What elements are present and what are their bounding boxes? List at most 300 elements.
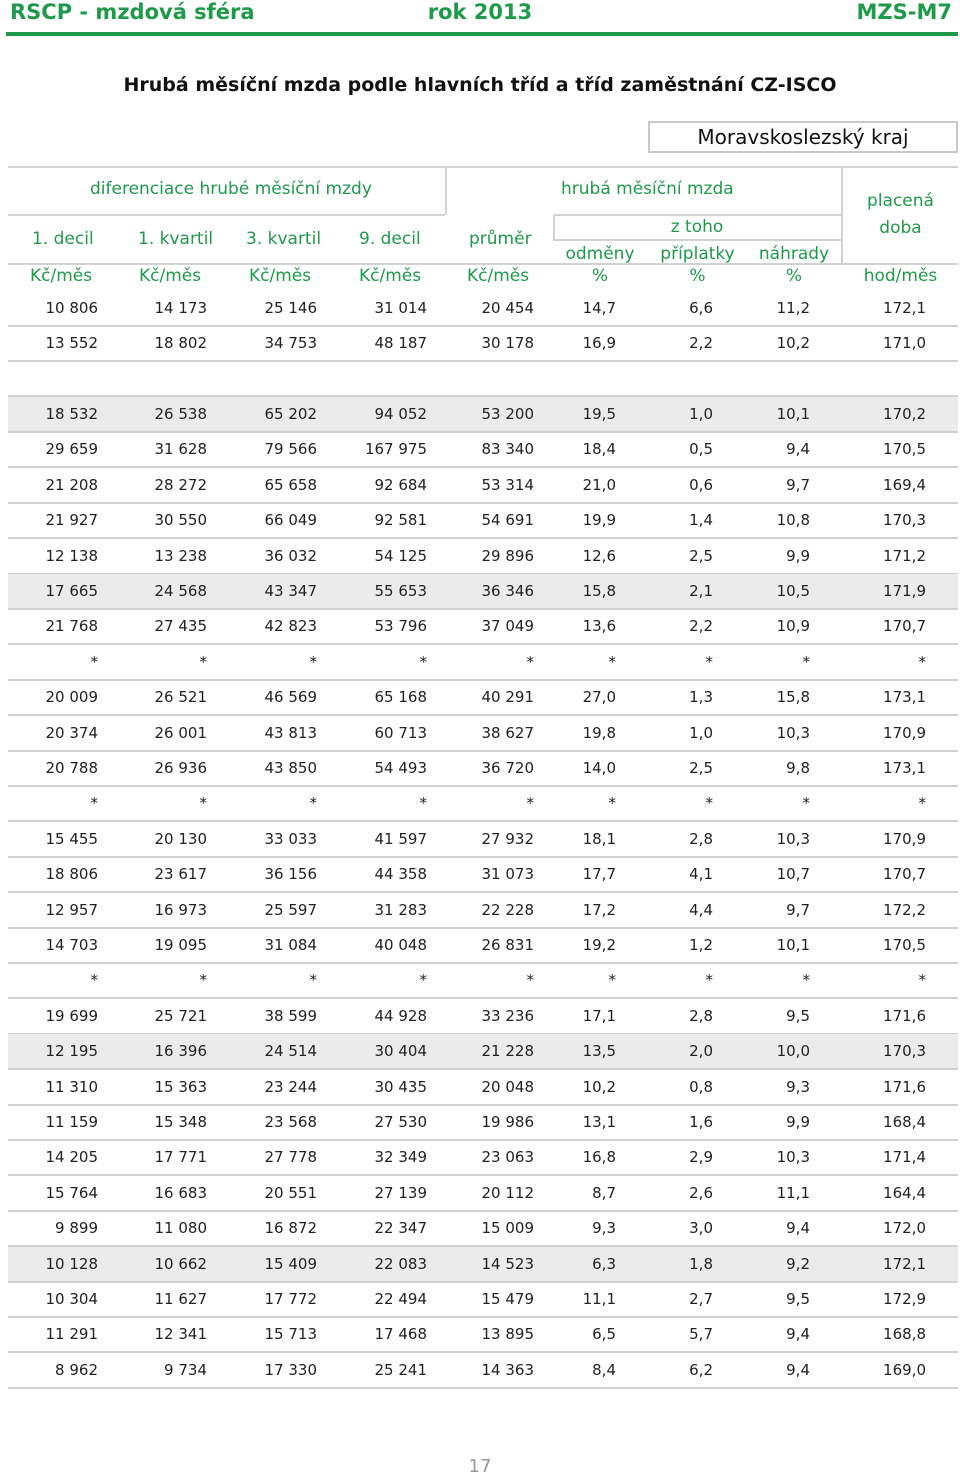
header-divider [6,32,958,36]
table-cell: 54 691 [481,511,534,530]
table-cell: 38 627 [481,723,534,742]
table-cell: 16 683 [154,1183,207,1202]
table-cell: * [705,652,713,671]
table-cell: 10,1 [776,405,810,423]
table-row [8,1211,958,1245]
table-cell: 17 330 [264,1360,317,1379]
unit-odmeny: % [591,266,609,286]
table-cell: 43 850 [264,759,317,777]
table-cell: 32 349 [374,1148,427,1167]
table-cell: 27 139 [374,1183,427,1202]
table-row [8,857,958,891]
table-cell: * [419,794,427,813]
table-cell: 10,3 [776,829,810,848]
table-cell: 16 396 [154,1042,207,1061]
unit-prumer: Kč/měs [467,266,530,286]
table-cell: 10 304 [45,1290,98,1308]
table-cell: 54 493 [374,759,427,777]
table-cell: 2,5 [689,546,713,565]
table-cell: 43 347 [264,582,317,600]
table-cell: 60 713 [374,723,427,742]
table-cell: 18 532 [45,405,98,423]
table-cell: 53 796 [374,617,427,636]
table-cell: 170,7 [883,617,926,636]
table-cell: 8,4 [592,1360,616,1379]
table-cell: 65 168 [374,688,427,707]
table-cell: 20 048 [481,1077,534,1096]
table-cell: 22 228 [481,900,534,919]
table-cell: * [608,794,616,813]
table-cell: 1,6 [689,1113,713,1131]
table-row [8,1282,958,1316]
table-cell: 27 932 [481,829,534,848]
table-cell: 0,8 [689,1077,713,1096]
header-right: MZS-M7 [856,0,952,24]
table-cell: 12 138 [45,546,98,565]
table-cell: 16 872 [264,1219,317,1238]
table-row [8,1140,958,1174]
table-cell: * [526,971,534,990]
table-cell: 19,9 [582,511,616,530]
table-cell: 25 241 [374,1360,427,1379]
col-decil1-label: 1. decil [32,229,94,249]
table-cell: 9,3 [592,1219,616,1238]
table-cell: 9,4 [786,1325,810,1344]
table-cell: 19,2 [582,936,616,954]
table-cell: 5,7 [689,1325,713,1344]
table-cell: 17,7 [582,865,616,884]
table-cell: * [918,971,926,990]
table-cell: 11 159 [45,1113,98,1131]
table-cell: 25 146 [264,299,317,317]
table-cell: 36 720 [481,759,534,777]
col-placena-line2: doba [879,218,922,238]
table-cell: 1,2 [689,936,713,954]
table-cell: * [90,971,98,990]
table-cell: 25 597 [264,900,317,919]
table-cell: 28 272 [154,475,207,494]
row-divider [8,1387,958,1389]
table-cell: 13 552 [45,334,98,352]
table-row [8,963,958,997]
header-top-line [8,166,958,168]
table-cell: 13 238 [154,546,207,565]
table-cell: * [608,652,616,671]
table-row [8,680,958,714]
table-cell: * [802,652,810,671]
table-cell: 16 973 [154,900,207,919]
table-cell: 172,1 [883,299,926,317]
table-cell: 2,6 [689,1183,713,1202]
table-cell: 65 658 [264,475,317,494]
table-cell: * [705,971,713,990]
table-cell: 2,2 [689,617,713,636]
table-cell: 14 173 [154,299,207,317]
table-cell: 168,4 [883,1113,926,1131]
table-cell: 12 195 [45,1042,98,1061]
table-cell: 46 569 [264,688,317,707]
table-cell: 10 128 [45,1254,98,1273]
table-cell: 26 001 [154,723,207,742]
table-cell: 44 358 [374,865,427,884]
table-cell: 31 283 [374,900,427,919]
table-cell: 171,9 [883,582,926,600]
table-cell: 31 073 [481,865,534,884]
table-cell: 173,1 [883,688,926,707]
table-cell: 55 653 [374,582,427,600]
table-cell: 40 291 [481,688,534,707]
table-cell: 6,2 [689,1360,713,1379]
table-row [8,1070,958,1104]
table-cell: 172,1 [883,1254,926,1273]
group-gross-label: hrubá měsíční mzda [561,179,734,199]
table-cell: 170,3 [883,1042,926,1061]
table-cell: 36 346 [481,582,534,600]
unit-decil1: Kč/měs [30,266,93,286]
table-cell: 30 550 [154,511,207,530]
col-kvartil3-label: 3. kvartil [246,229,322,249]
table-cell: 33 033 [264,829,317,848]
table-cell: 19 699 [45,1006,98,1025]
table-cell: 10,1 [776,936,810,954]
table-cell: 2,5 [689,759,713,777]
table-cell: 21 927 [45,511,98,530]
table-cell: 44 928 [374,1006,427,1025]
header-sub-line-ztoho [553,214,841,216]
table-cell: 24 568 [154,582,207,600]
table-cell: 14 523 [481,1254,534,1273]
table-cell: 15 363 [154,1077,207,1096]
table-cell: 1,4 [689,511,713,530]
table-cell: 29 896 [481,546,534,565]
table-cell: 11 080 [154,1219,207,1238]
table-cell: 20 374 [45,723,98,742]
table-cell: 10,3 [776,723,810,742]
table-cell: 170,3 [883,511,926,530]
table-cell: 14 205 [45,1148,98,1167]
table-cell: 2,8 [689,1006,713,1025]
table-cell: 20 112 [481,1183,534,1202]
table-cell: * [918,794,926,813]
table-cell: 9,3 [786,1077,810,1096]
table-cell: 14 703 [45,936,98,954]
table-cell: 9 734 [164,1360,207,1379]
table-cell: 34 753 [264,334,317,352]
table-cell: 18 806 [45,865,98,884]
header-left: RSCP - mzdová sféra [10,0,255,24]
table-cell: 21 208 [45,475,98,494]
table-cell: 172,9 [883,1290,926,1308]
table-cell: 10,9 [776,617,810,636]
table-cell: 2,8 [689,829,713,848]
table-cell: 170,5 [883,440,926,459]
table-row [8,1034,958,1068]
table-cell: 19,8 [582,723,616,742]
table-cell: 12 957 [45,900,98,919]
table-cell: 23 568 [264,1113,317,1131]
table-cell: * [526,794,534,813]
table-cell: 9,9 [786,1113,810,1131]
unit-decil9: Kč/měs [359,266,422,286]
table-cell: 20 009 [45,688,98,707]
table-cell: 94 052 [374,405,427,423]
table-cell: 12,6 [582,546,616,565]
table-cell: 171,4 [883,1148,926,1167]
table-cell: 36 156 [264,865,317,884]
table-row [8,539,958,573]
table-cell: 170,9 [883,829,926,848]
table-row [8,574,958,608]
table-cell: 2,0 [689,1042,713,1061]
table-cell: 167 975 [364,440,427,459]
table-cell: 9,4 [786,1360,810,1379]
table-row [8,999,958,1033]
table-cell: 54 125 [374,546,427,565]
table-cell: 169,4 [883,475,926,494]
table-cell: 20 551 [264,1183,317,1202]
table-cell: * [309,971,317,990]
section-divider [8,395,958,397]
table-cell: 65 202 [264,405,317,423]
table-cell: 10 662 [154,1254,207,1273]
unit-nahrady: % [785,266,803,286]
group-diff-label: diferenciace hrubé měsíční mzdy [90,179,372,199]
table-cell: 83 340 [481,440,534,459]
table-cell: 19 986 [481,1113,534,1131]
table-cell: 10,7 [776,865,810,884]
table-cell: 26 521 [154,688,207,707]
table-cell: 24 514 [264,1042,317,1061]
table-cell: 1,3 [689,688,713,707]
table-cell: 25 721 [154,1006,207,1025]
table-cell: 53 314 [481,475,534,494]
table-cell: 31 084 [264,936,317,954]
table-cell: 26 831 [481,936,534,954]
table-cell: 170,5 [883,936,926,954]
table-cell: * [309,794,317,813]
table-cell: 31 014 [374,299,427,317]
table-cell: 18,1 [582,829,616,848]
col-prumer-label: průměr [469,229,532,249]
table-cell: * [918,652,926,671]
table-cell: 0,5 [689,440,713,459]
table-cell: 1,0 [689,723,713,742]
table-cell: 15 009 [481,1219,534,1238]
header-center: rok 2013 [427,0,533,24]
table-row [8,1317,958,1351]
table-cell: 9 899 [55,1219,98,1238]
table-cell: 10,8 [776,511,810,530]
table-cell: 14,7 [582,299,616,317]
table-cell: 17 771 [154,1148,207,1167]
table-cell: 2,9 [689,1148,713,1167]
col-nahrady-label: náhrady [758,244,830,264]
page-number: 17 [468,1456,492,1477]
col-placena-line1: placená [867,191,934,211]
table-cell: * [526,652,534,671]
table-cell: 0,6 [689,475,713,494]
table-row [8,326,958,360]
table-cell: 16,9 [582,334,616,352]
table-cell: 2,1 [689,582,713,600]
table-row [8,786,958,820]
table-cell: * [309,652,317,671]
table-cell: 38 599 [264,1006,317,1025]
table-cell: 18,4 [582,440,616,459]
table-cell: 8,7 [592,1183,616,1202]
table-cell: 22 347 [374,1219,427,1238]
table-cell: 171,6 [883,1077,926,1096]
table-cell: 37 049 [481,617,534,636]
table-cell: 11 310 [45,1077,98,1096]
table-cell: 11 627 [154,1290,207,1308]
table-cell: 21 768 [45,617,98,636]
table-cell: * [608,971,616,990]
table-cell: 26 936 [154,759,207,777]
header-sub-line-components [553,239,841,241]
table-cell: 17,2 [582,900,616,919]
table-cell: 2,7 [689,1290,713,1308]
table-row [8,432,958,466]
table-cell: 13,1 [582,1113,616,1131]
table-cell: 8 962 [55,1360,98,1379]
table-row [8,1353,958,1387]
table-cell: 9,9 [786,546,810,565]
table-cell: 43 813 [264,723,317,742]
table-cell: 20 454 [481,299,534,317]
table-cell: 4,4 [689,900,713,919]
table-cell: 169,0 [883,1360,926,1379]
table-cell: 1,8 [689,1254,713,1273]
table-cell: 172,0 [883,1219,926,1238]
table-cell: 30 404 [374,1042,427,1061]
table-cell: * [199,971,207,990]
table-cell: 22 083 [374,1254,427,1273]
table-cell: 171,6 [883,1006,926,1025]
table-cell: 12 341 [154,1325,207,1344]
table-cell: 4,1 [689,865,713,884]
table-row [8,1176,958,1210]
table-cell: 19 095 [154,936,207,954]
table-cell: 10,5 [776,582,810,600]
table-cell: 9,4 [786,1219,810,1238]
table-cell: 21 228 [481,1042,534,1061]
table-cell: 30 178 [481,334,534,352]
table-cell: 171,2 [883,546,926,565]
ztoho-label: z toho [670,217,724,237]
table-cell: 9,5 [786,1290,810,1308]
table-cell: 10,0 [776,1042,810,1061]
table-cell: 15 764 [45,1183,98,1202]
unit-placena: hod/měs [863,266,938,286]
table-cell: 27,0 [582,688,616,707]
table-cell: 79 566 [264,440,317,459]
table-row [8,1105,958,1139]
table-row [8,928,958,962]
table-row [8,503,958,537]
table-cell: 6,3 [592,1254,616,1273]
table-cell: 9,4 [786,440,810,459]
table-cell: 19,5 [582,405,616,423]
table-cell: 9,2 [786,1254,810,1273]
table-cell: 18 802 [154,334,207,352]
table-cell: 6,5 [592,1325,616,1344]
table-cell: 11,1 [776,1183,810,1202]
table-cell: 20 788 [45,759,98,777]
table-cell: 41 597 [374,829,427,848]
table-cell: 11 291 [45,1325,98,1344]
table-cell: 17 468 [374,1325,427,1344]
table-cell: 14 363 [481,1360,534,1379]
table-cell: 23 617 [154,865,207,884]
header-sub-line-left [8,214,445,216]
table-cell: 27 530 [374,1113,427,1131]
table-cell: 26 538 [154,405,207,423]
table-cell: 40 048 [374,936,427,954]
table-cell: 170,9 [883,723,926,742]
table-cell: 15,8 [582,582,616,600]
table-cell: 10,2 [582,1077,616,1096]
table-cell: 9,7 [786,475,810,494]
table-cell: 21,0 [582,475,616,494]
table-cell: * [90,652,98,671]
table-cell: 9,8 [786,759,810,777]
table-cell: 10 806 [45,299,98,317]
table-cell: 15 479 [481,1290,534,1308]
table-cell: 15 455 [45,829,98,848]
table-cell: 9,5 [786,1006,810,1025]
table-cell: 92 684 [374,475,427,494]
table-cell: 92 581 [374,511,427,530]
table-cell: 48 187 [374,334,427,352]
table-cell: 20 130 [154,829,207,848]
table-cell: 173,1 [883,759,926,777]
table-cell: 30 435 [374,1077,427,1096]
unit-kvartil3: Kč/měs [249,266,312,286]
table-row [8,716,958,750]
table-row [8,609,958,643]
table-cell: 2,2 [689,334,713,352]
table-cell: 15,8 [776,688,810,707]
table-row [8,822,958,856]
table-cell: 23 244 [264,1077,317,1096]
table-cell: 13,5 [582,1042,616,1061]
table-cell: 17 665 [45,582,98,600]
table-cell: 10,2 [776,334,810,352]
col-priplatky-label: příplatky [660,244,735,264]
table-cell: 33 236 [481,1006,534,1025]
table-cell: 11,2 [776,299,810,317]
table-row [8,291,958,325]
table-cell: 13 895 [481,1325,534,1344]
table-row [8,751,958,785]
table-cell: 171,0 [883,334,926,352]
table-cell: * [419,652,427,671]
table-cell: 15 348 [154,1113,207,1131]
table-row [8,397,958,431]
table-cell: * [802,794,810,813]
table-cell: 168,8 [883,1325,926,1344]
table-cell: 13,6 [582,617,616,636]
header-divider-diff [445,167,447,215]
col-odmeny-label: odměny [565,244,635,264]
table-cell: 53 200 [481,405,534,423]
table-cell: 17 772 [264,1290,317,1308]
table-cell: 11,1 [582,1290,616,1308]
table-cell: 1,0 [689,405,713,423]
table-cell: 6,6 [689,299,713,317]
table-cell: 17,1 [582,1006,616,1025]
